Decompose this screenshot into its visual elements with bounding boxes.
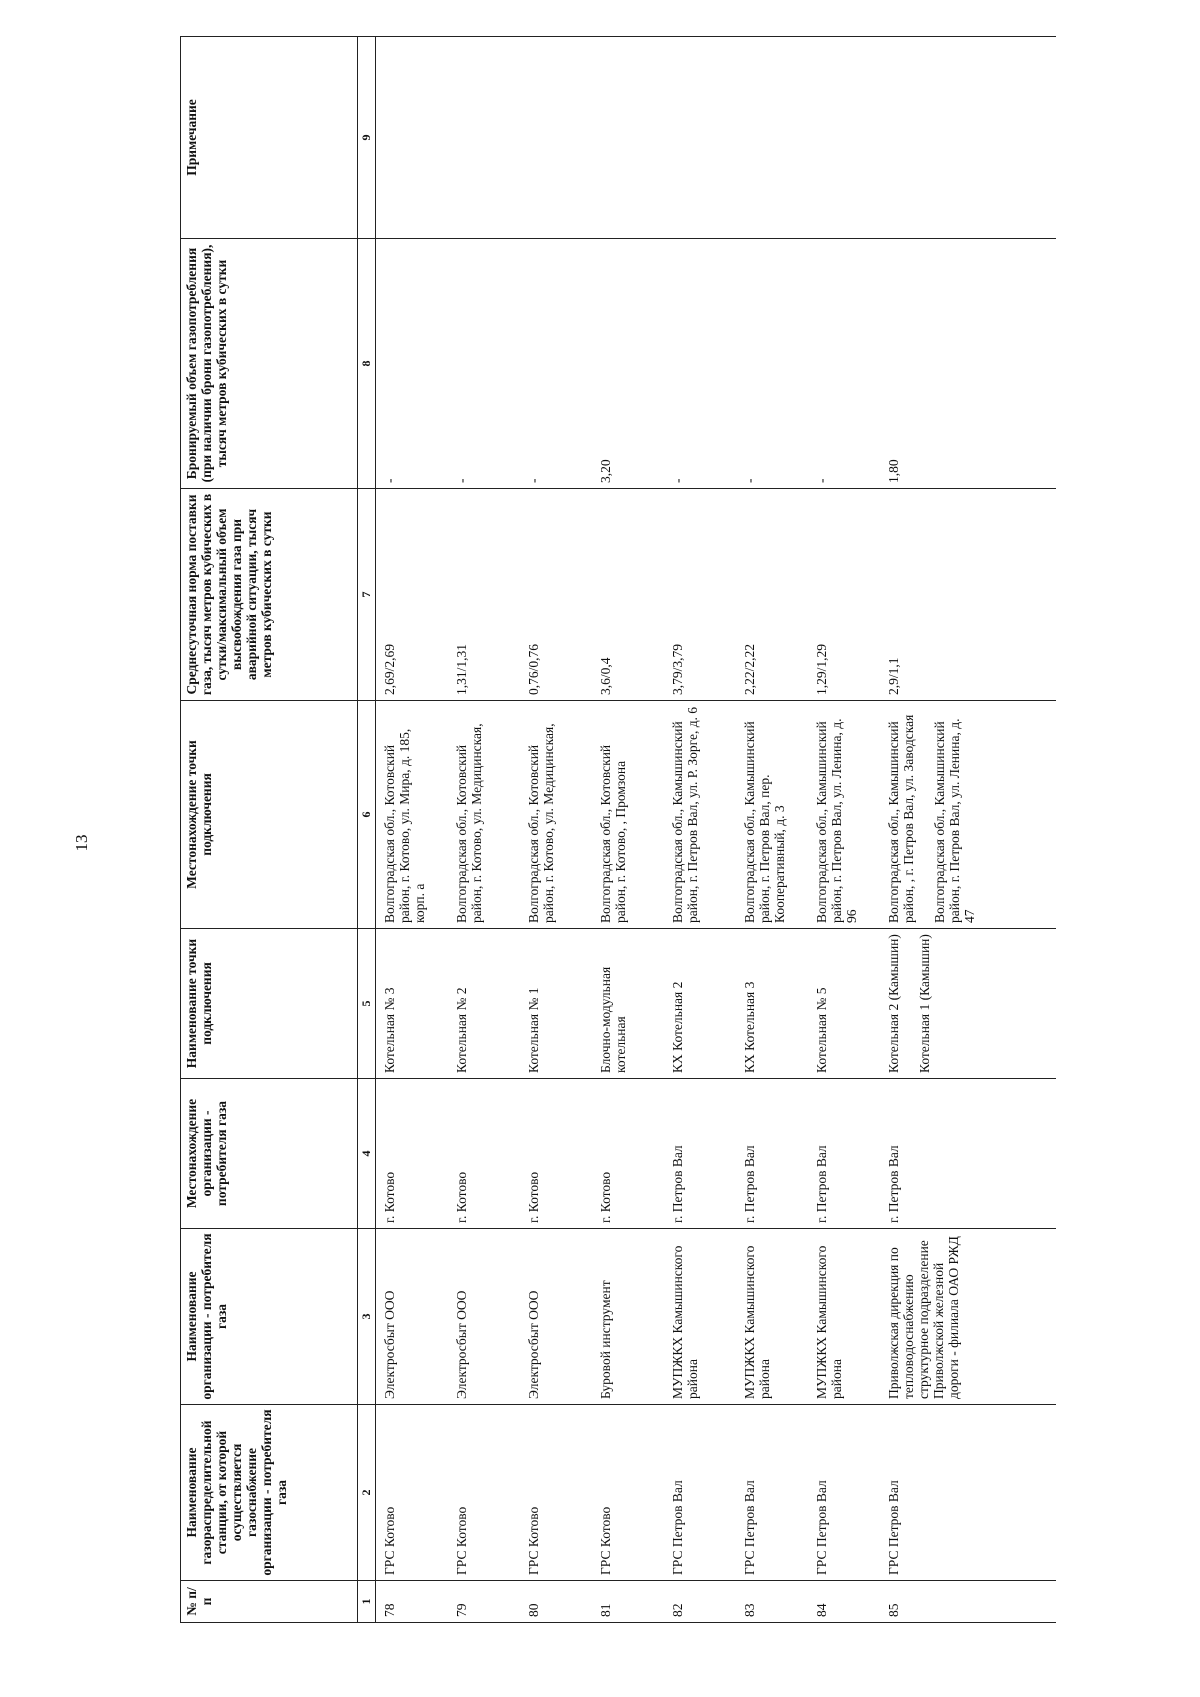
cell-norm: 3,79/3,79 xyxy=(664,489,736,701)
column-number: 3 xyxy=(358,1229,376,1405)
cell-org-location: г. Котово xyxy=(448,1079,520,1229)
cell-norm: 2,22/2,22 xyxy=(736,489,808,701)
cell-reserve: 1,80 xyxy=(880,239,1056,489)
cell-note xyxy=(880,37,1056,239)
column-number: 6 xyxy=(358,701,376,929)
cell-note xyxy=(376,37,449,239)
column-number: 1 xyxy=(358,1581,376,1623)
cell-norm: 2,9/1,1 xyxy=(880,489,1056,701)
cell-grs: ГРС Котово xyxy=(448,1405,520,1581)
cell-org: Электросбыт ООО xyxy=(520,1229,592,1405)
cell-number: 82 xyxy=(664,1581,736,1623)
cell-point-location: Волгоградская обл., Камышинский район, г. Петров Вал, пер. Кооперативный, д. 3 xyxy=(736,701,808,929)
cell-point: КХ Котельная 3 xyxy=(736,929,808,1079)
table-row xyxy=(736,37,808,1623)
cell-note xyxy=(520,37,592,239)
cell-point: Котельная № 5 xyxy=(808,929,880,1079)
cell-org-location: г. Петров Вал xyxy=(880,1079,1056,1229)
header-cell: № п/п xyxy=(181,1581,358,1623)
cell-org-location: г. Петров Вал xyxy=(664,1079,736,1229)
header-cell: Наименование точки подключения xyxy=(181,929,358,1079)
cell-point xyxy=(880,929,1056,1079)
cell-point-location: Волгоградская обл., Котовский район, г. Котово, ул. Медицинская, xyxy=(520,701,592,929)
cell-norm: 0,76/0,76 xyxy=(520,489,592,701)
cell-org: Буровой инструмент xyxy=(592,1229,664,1405)
cell-note xyxy=(592,37,664,239)
cell-note xyxy=(664,37,736,239)
cell-number: 83 xyxy=(736,1581,808,1623)
cell-point-location: Волгоградская обл., Котовский район, г. Котово, ул. Мира, д. 185, корп. а xyxy=(376,701,449,929)
cell-org-location: г. Петров Вал xyxy=(736,1079,808,1229)
cell-point-location: Волгоградская обл., Котовский район, г. Котово, , Промзона xyxy=(592,701,664,929)
cell-grs: ГРС Петров Вал xyxy=(664,1405,736,1581)
column-number: 9 xyxy=(358,37,376,239)
cell-reserve: 3,20 xyxy=(592,239,664,489)
cell-org: Электросбыт ООО xyxy=(376,1229,449,1405)
cell-org: Электросбыт ООО xyxy=(448,1229,520,1405)
cell-reserve: - xyxy=(808,239,880,489)
header-cell: Бронируемый объем газопотребления (при наличии брони газопотребления), тысяч метров кубических в сутки xyxy=(181,239,358,489)
cell-number: 79 xyxy=(448,1581,520,1623)
column-number-row xyxy=(358,37,376,1623)
table-row xyxy=(376,37,449,1623)
cell-point-location xyxy=(880,701,1056,929)
column-number: 5 xyxy=(358,929,376,1079)
cell-grs: ГРС Котово xyxy=(520,1405,592,1581)
point-location: Волгоградская обл., Камышинский район, , г. Петров Вал, ул. Заводская xyxy=(886,714,916,923)
table-row xyxy=(592,37,664,1623)
header-cell: Среднесуточная норма поставки газа, тысяч метров кубических в сутки/максимальный объем высвобождения газа при аварийной ситуации, тысяч метров кубических в сутки xyxy=(181,489,358,701)
column-number: 4 xyxy=(358,1079,376,1229)
cell-org-location: г. Петров Вал xyxy=(808,1079,880,1229)
cell-number: 84 xyxy=(808,1581,880,1623)
cell-org-location: г. Котово xyxy=(520,1079,592,1229)
cell-point-location: Волгоградская обл., Камышинский район, г. Петров Вал, ул. Р. Зорге, д. 6 xyxy=(664,701,736,929)
cell-point: Котельная № 3 xyxy=(376,929,449,1079)
cell-number: 81 xyxy=(592,1581,664,1623)
cell-point-location: Волгоградская обл., Котовский район, г. Котово, ул. Медицинская, xyxy=(448,701,520,929)
cell-note xyxy=(736,37,808,239)
cell-note xyxy=(808,37,880,239)
point-location-secondary: Волгоградская обл., Камышинский район, г. Петров Вал, ул. Ленина, д. 47 xyxy=(932,718,977,923)
header-row xyxy=(181,37,358,1623)
cell-number: 78 xyxy=(376,1581,449,1623)
column-number: 2 xyxy=(358,1405,376,1581)
column-number: 7 xyxy=(358,489,376,701)
cell-grs: ГРС Петров Вал xyxy=(736,1405,808,1581)
point-name: Котельная 2 (Камышин) xyxy=(886,934,901,1073)
header-cell: Наименование организации - потребителя газа xyxy=(181,1229,358,1405)
cell-org: МУПЖКХ Камышинского района xyxy=(736,1229,808,1405)
cell-reserve: - xyxy=(376,239,449,489)
cell-point-location: Волгоградская обл., Камышинский район, г. Петров Вал, ул. Ленина, д. 96 xyxy=(808,701,880,929)
cell-org: МУПЖКХ Камышинского района xyxy=(808,1229,880,1405)
cell-number: 80 xyxy=(520,1581,592,1623)
table-row xyxy=(520,37,592,1623)
cell-grs: ГРС Котово xyxy=(376,1405,449,1581)
cell-grs: ГРС Петров Вал xyxy=(880,1405,1056,1581)
cell-org: Приволжская дирекция по тепловодоснабжению структурное подразделение Приволжской железной дороги - филиала ОАО РЖД xyxy=(880,1229,1056,1405)
cell-point: Котельная № 1 xyxy=(520,929,592,1079)
cell-org-location: г. Котово xyxy=(376,1079,449,1229)
table-row xyxy=(664,37,736,1623)
header-cell: Местонахождение точки подключения xyxy=(181,701,358,929)
cell-grs: ГРС Котово xyxy=(592,1405,664,1581)
header-cell: Наименование газораспределительной станции, от которой осуществляется газоснабжение организации - потребителя газа xyxy=(181,1405,358,1581)
cell-grs: ГРС Петров Вал xyxy=(808,1405,880,1581)
header-cell: Примечание xyxy=(181,37,358,239)
cell-reserve: - xyxy=(736,239,808,489)
cell-norm: 1,31/1,31 xyxy=(448,489,520,701)
gas-supply-table xyxy=(180,36,1056,1623)
cell-org: МУПЖКХ Камышинского района xyxy=(664,1229,736,1405)
page-number: 13 xyxy=(72,834,91,852)
cell-norm: 3,6/0,4 xyxy=(592,489,664,701)
table-row xyxy=(808,37,880,1623)
cell-reserve: - xyxy=(664,239,736,489)
column-number: 8 xyxy=(358,239,376,489)
cell-point: Котельная № 2 xyxy=(448,929,520,1079)
header-cell: Местонахождение организации - потребителя газа xyxy=(181,1079,358,1229)
cell-point: Блочно-модульная котельная xyxy=(592,929,664,1079)
rotated-table-container xyxy=(180,37,1170,1623)
cell-reserve: - xyxy=(448,239,520,489)
cell-org-location: г. Котово xyxy=(592,1079,664,1229)
cell-point: КХ Котельная 2 xyxy=(664,929,736,1079)
cell-norm: 2,69/2,69 xyxy=(376,489,449,701)
cell-note xyxy=(448,37,520,239)
point-name-secondary: Котельная 1 (Камышин) xyxy=(917,934,932,1073)
table-row xyxy=(880,37,1056,1623)
cell-reserve: - xyxy=(520,239,592,489)
cell-number: 85 xyxy=(880,1581,1056,1623)
cell-norm: 1,29/1,29 xyxy=(808,489,880,701)
table-row xyxy=(448,37,520,1623)
